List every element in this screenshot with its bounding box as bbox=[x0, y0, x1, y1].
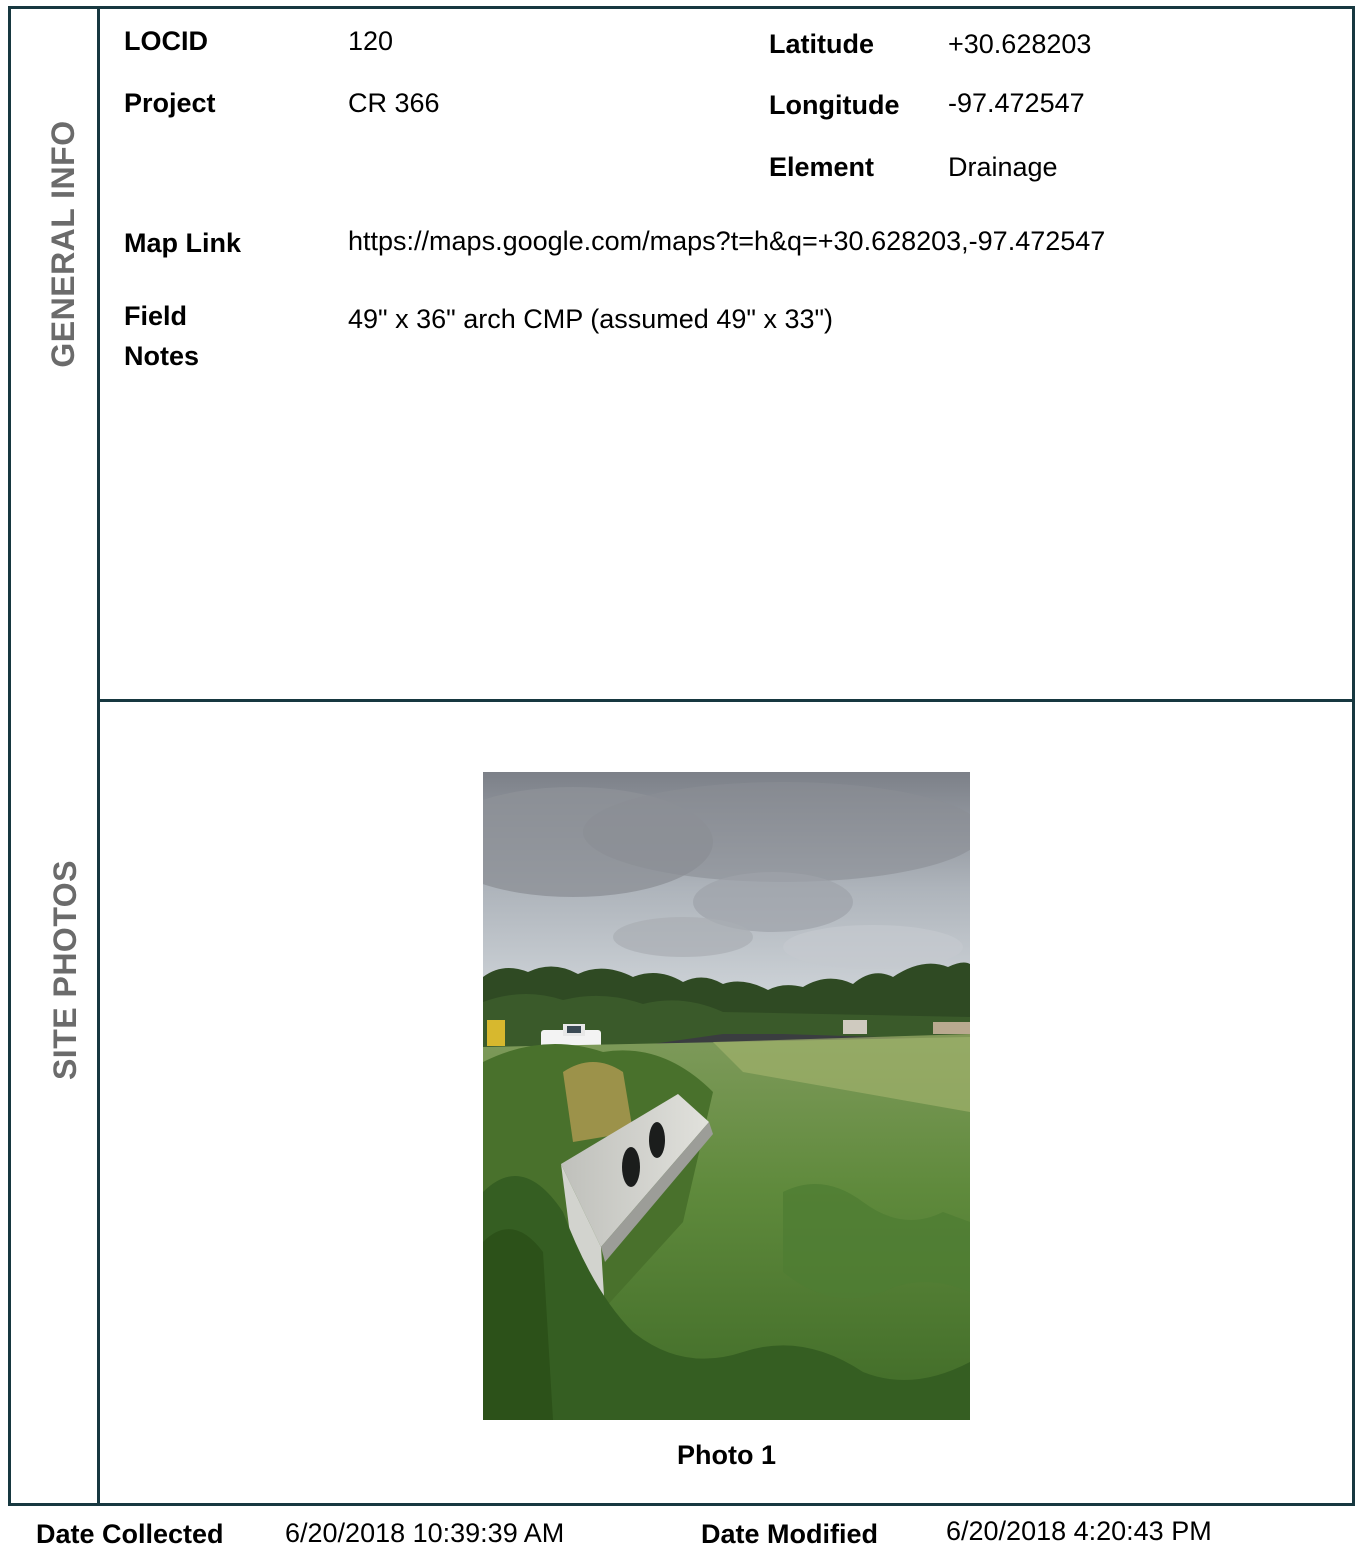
field-notes-value: 49" x 36" arch CMP (assumed 49" x 33") bbox=[348, 304, 834, 334]
latitude-label: Latitude bbox=[769, 29, 874, 59]
project-value: CR 366 bbox=[348, 88, 440, 118]
element-label: Element bbox=[769, 152, 875, 182]
section-divider bbox=[97, 699, 1355, 702]
latitude-value: +30.628203 bbox=[948, 29, 1092, 59]
date-modified-value: 6/20/2018 4:20:43 PM bbox=[946, 1516, 1212, 1546]
footer-divider bbox=[8, 1503, 1355, 1506]
date-modified-label: Date Modified bbox=[701, 1519, 879, 1549]
locid-value: 120 bbox=[348, 26, 394, 56]
section-label-divider bbox=[97, 6, 100, 1506]
date-collected-value: 6/20/2018 10:39:39 AM bbox=[285, 1518, 565, 1548]
frame-border-top bbox=[8, 6, 1355, 9]
site-photo-1 bbox=[483, 772, 970, 1420]
map-link[interactable]: https://maps.google.com/maps?t=h&q=+30.628203,-97.472547 bbox=[348, 226, 1106, 256]
element-value: Drainage bbox=[948, 152, 1058, 182]
locid-label: LOCID bbox=[124, 26, 208, 56]
longitude-value: -97.472547 bbox=[948, 88, 1085, 118]
map-link-label: Map Link bbox=[124, 228, 242, 258]
field-notes-label-line2: Notes bbox=[124, 341, 200, 371]
photo-1-caption: Photo 1 bbox=[677, 1440, 776, 1470]
field-notes-label-line1: Field bbox=[124, 301, 188, 331]
general-info-section-label: GENERAL INFO bbox=[45, 120, 81, 368]
longitude-label: Longitude bbox=[769, 90, 900, 120]
frame-border-left bbox=[8, 6, 11, 1506]
project-label: Project bbox=[124, 88, 216, 118]
site-photos-section-label: SITE PHOTOS bbox=[47, 859, 83, 1081]
date-collected-label: Date Collected bbox=[36, 1519, 224, 1549]
